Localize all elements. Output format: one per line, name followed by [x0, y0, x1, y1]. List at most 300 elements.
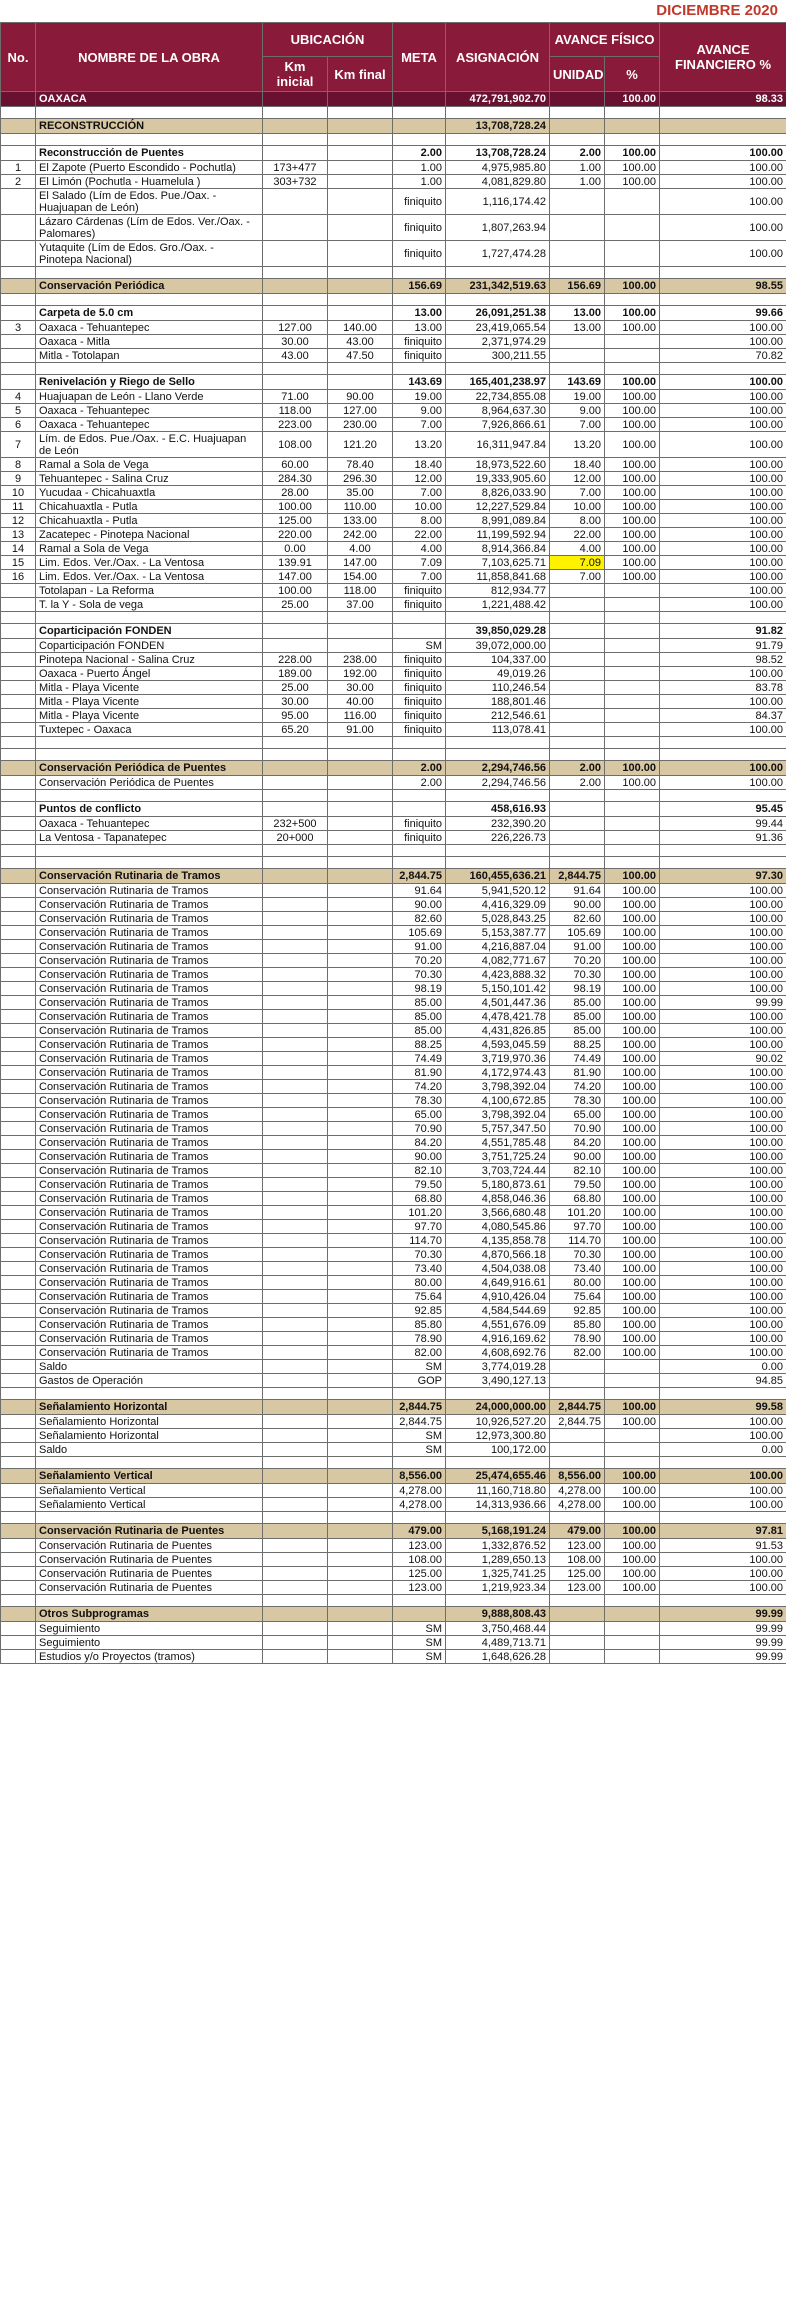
cell-name: Conservación Rutinaria de Tramos	[36, 1108, 263, 1122]
cell-meta: 108.00	[393, 1553, 446, 1567]
table-row	[1, 884, 786, 898]
cell-no	[1, 723, 36, 737]
cell-name: Conservación Rutinaria de Tramos	[36, 1262, 263, 1276]
cell-km-final	[328, 1066, 393, 1080]
cell-no: 16	[1, 570, 36, 584]
cell-km-final	[328, 1024, 393, 1038]
cell-km-inicial	[263, 749, 328, 761]
cell-asignacion: 812,934.77	[446, 584, 550, 598]
cell-km-inicial: 60.00	[263, 458, 328, 472]
cell-km-final	[328, 1262, 393, 1276]
cell-pct: 100.00	[605, 1318, 660, 1332]
cell-pct: 100.00	[605, 1010, 660, 1024]
cell-asignacion: 2,371,974.29	[446, 335, 550, 349]
cell-avance-financiero: 100.00	[660, 189, 786, 215]
cell-unidad: 75.64	[550, 1290, 605, 1304]
cell-unidad	[550, 667, 605, 681]
cell-pct	[605, 749, 660, 761]
section-row	[1, 1400, 786, 1415]
cell-asignacion	[446, 749, 550, 761]
cell-km-inicial	[263, 776, 328, 790]
cell-asignacion: 1,648,626.28	[446, 1650, 550, 1664]
cell-avance-financiero	[660, 612, 786, 624]
cell-no	[1, 1108, 36, 1122]
cell-pct: 100.00	[605, 146, 660, 161]
cell-avance-financiero: 100.00	[660, 1304, 786, 1318]
cell-avance-financiero: 100.00	[660, 390, 786, 404]
cell-km-final: 35.00	[328, 486, 393, 500]
spacer-row	[1, 612, 786, 624]
cell-avance-financiero: 100.00	[660, 161, 786, 175]
cell-km-final	[328, 1457, 393, 1469]
cell-meta: finiquito	[393, 653, 446, 667]
table-row	[1, 1164, 786, 1178]
cell-km-final	[328, 1484, 393, 1498]
cell-avance-financiero: 100.00	[660, 1346, 786, 1360]
cell-km-inicial: 147.00	[263, 570, 328, 584]
cell-avance-financiero: 100.00	[660, 472, 786, 486]
cell-avance-financiero: 100.00	[660, 584, 786, 598]
cell-unidad: 8.00	[550, 514, 605, 528]
cell-km-inicial	[263, 1010, 328, 1024]
cell-no	[1, 349, 36, 363]
cell-km-final	[328, 1539, 393, 1553]
cell-unidad	[550, 723, 605, 737]
cell-name: Reconstrucción de Puentes	[36, 146, 263, 161]
cell-pct	[605, 584, 660, 598]
cell-km-inicial	[263, 639, 328, 653]
cell-asignacion: 1,325,741.25	[446, 1567, 550, 1581]
cell-name: Conservación Rutinaria de Tramos	[36, 996, 263, 1010]
table-row	[1, 639, 786, 653]
cell-no	[1, 1512, 36, 1524]
table-row	[1, 1094, 786, 1108]
cell-pct	[605, 790, 660, 802]
cell-meta: finiquito	[393, 335, 446, 349]
cell-no	[1, 1178, 36, 1192]
cell-unidad	[550, 681, 605, 695]
cell-asignacion: 5,153,387.77	[446, 926, 550, 940]
cell-no: 13	[1, 528, 36, 542]
cell-asignacion	[446, 267, 550, 279]
cell-meta: 123.00	[393, 1539, 446, 1553]
cell-km-inicial	[263, 1429, 328, 1443]
table-row	[1, 542, 786, 556]
cell-km-inicial	[263, 1080, 328, 1094]
cell-km-final: 40.00	[328, 695, 393, 709]
cell-asignacion: 160,455,636.21	[446, 869, 550, 884]
table-row	[1, 695, 786, 709]
cell-name: La Ventosa - Tapanatepec	[36, 831, 263, 845]
cell-avance-financiero: 100.00	[660, 1024, 786, 1038]
cell-meta: 68.80	[393, 1192, 446, 1206]
cell-asignacion: 5,168,191.24	[446, 1524, 550, 1539]
table-row	[1, 1066, 786, 1080]
cell-km-final	[328, 119, 393, 134]
cell-km-final: 116.00	[328, 709, 393, 723]
table-row	[1, 161, 786, 175]
cell-name: Conservación Rutinaria de Tramos	[36, 1346, 263, 1360]
cell-pct	[605, 1636, 660, 1650]
cell-km-final: 127.00	[328, 404, 393, 418]
cell-name: Conservación Rutinaria de Tramos	[36, 898, 263, 912]
cell-name: Chicahuaxtla - Putla	[36, 500, 263, 514]
cell-avance-financiero: 99.99	[660, 1622, 786, 1636]
cell-meta: 85.00	[393, 996, 446, 1010]
cell-asignacion	[446, 294, 550, 306]
table-row	[1, 926, 786, 940]
table-row	[1, 418, 786, 432]
cell-no: 15	[1, 556, 36, 570]
cell-pct: 100.00	[605, 1304, 660, 1318]
cell-pct: 100.00	[605, 472, 660, 486]
cell-avance-financiero: 100.00	[660, 695, 786, 709]
works-table	[0, 22, 786, 1664]
cell-avance-financiero: 100.00	[660, 1567, 786, 1581]
table-row	[1, 500, 786, 514]
cell-asignacion: 1,116,174.42	[446, 189, 550, 215]
cell-pct	[605, 1374, 660, 1388]
cell-name: Conservación Periódica de Puentes	[36, 776, 263, 790]
cell-km-final	[328, 161, 393, 175]
cell-unidad	[550, 639, 605, 653]
cell-avance-financiero	[660, 790, 786, 802]
cell-km-final	[328, 1108, 393, 1122]
cell-pct: 100.00	[605, 1136, 660, 1150]
cell-name: El Salado (Lím de Edos. Pue./Oax. - Huajuapan de León)	[36, 189, 263, 215]
cell-unidad: 4.00	[550, 542, 605, 556]
cell-asignacion: 7,926,866.61	[446, 418, 550, 432]
cell-km-inicial	[263, 802, 328, 817]
cell-pct: 100.00	[605, 761, 660, 776]
cell-unidad: 85.00	[550, 1024, 605, 1038]
cell-km-final: 110.00	[328, 500, 393, 514]
cell-pct: 100.00	[605, 968, 660, 982]
cell-no	[1, 1220, 36, 1234]
cell-no	[1, 1400, 36, 1415]
table-row	[1, 1010, 786, 1024]
cell-meta: finiquito	[393, 681, 446, 695]
cell-no	[1, 1469, 36, 1484]
cell-km-final	[328, 363, 393, 375]
subtotal-row	[1, 375, 786, 390]
cell-avance-financiero: 100.00	[660, 926, 786, 940]
cell-km-inicial: 223.00	[263, 418, 328, 432]
table-row	[1, 1206, 786, 1220]
cell-km-inicial	[263, 845, 328, 857]
cell-asignacion: 24,000,000.00	[446, 1400, 550, 1415]
cell-avance-financiero: 100.00	[660, 1290, 786, 1304]
cell-unidad: 78.30	[550, 1094, 605, 1108]
cell-name: RECONSTRUCCIÓN	[36, 119, 263, 134]
cell-asignacion: 11,858,841.68	[446, 570, 550, 584]
cell-avance-financiero: 83.78	[660, 681, 786, 695]
cell-pct: 100.00	[605, 869, 660, 884]
cell-no	[1, 215, 36, 241]
cell-asignacion: 4,608,692.76	[446, 1346, 550, 1360]
cell-pct	[605, 1650, 660, 1664]
cell-pct	[605, 294, 660, 306]
cell-km-inicial	[263, 869, 328, 884]
cell-unidad: 13.20	[550, 432, 605, 458]
cell-km-final	[328, 737, 393, 749]
table-row	[1, 472, 786, 486]
cell-km-final	[328, 1622, 393, 1636]
cell-km-final	[328, 306, 393, 321]
cell-unidad	[550, 1443, 605, 1457]
cell-name: Seguimiento	[36, 1622, 263, 1636]
col-avance-financiero: AVANCE FINANCIERO %	[660, 23, 786, 92]
cell-asignacion: 4,216,887.04	[446, 940, 550, 954]
cell-asignacion	[446, 737, 550, 749]
cell-unidad	[550, 817, 605, 831]
cell-km-inicial	[263, 1164, 328, 1178]
cell-meta: 98.19	[393, 982, 446, 996]
cell-avance-financiero: 100.00	[660, 146, 786, 161]
table-row	[1, 1415, 786, 1429]
cell-no	[1, 1150, 36, 1164]
cell-km-inicial: 173+477	[263, 161, 328, 175]
cell-unidad: 2.00	[550, 761, 605, 776]
cell-no	[1, 802, 36, 817]
cell-unidad: 2,844.75	[550, 1400, 605, 1415]
cell-meta: 75.64	[393, 1290, 446, 1304]
cell-name: Carpeta de 5.0 cm	[36, 306, 263, 321]
cell-km-final: 30.00	[328, 681, 393, 695]
cell-avance-financiero: 99.44	[660, 817, 786, 831]
cell-asignacion: 1,219,923.34	[446, 1581, 550, 1595]
cell-pct: 100.00	[605, 1524, 660, 1539]
cell-km-final	[328, 1038, 393, 1052]
cell-pct: 100.00	[605, 161, 660, 175]
cell-no	[1, 92, 36, 107]
cell-asignacion: 4,135,858.78	[446, 1234, 550, 1248]
cell-km-final	[328, 215, 393, 241]
cell-no	[1, 107, 36, 119]
cell-unidad	[550, 1429, 605, 1443]
cell-km-final: 192.00	[328, 667, 393, 681]
cell-meta: 82.00	[393, 1346, 446, 1360]
cell-no	[1, 954, 36, 968]
cell-pct	[605, 709, 660, 723]
cell-km-inicial	[263, 1553, 328, 1567]
cell-km-final	[328, 612, 393, 624]
spacer-row	[1, 749, 786, 761]
table-row	[1, 598, 786, 612]
cell-avance-financiero: 100.00	[660, 940, 786, 954]
cell-avance-financiero: 100.00	[660, 335, 786, 349]
table-row	[1, 954, 786, 968]
cell-meta: 73.40	[393, 1262, 446, 1276]
cell-unidad: 73.40	[550, 1262, 605, 1276]
cell-km-inicial	[263, 612, 328, 624]
cell-km-inicial	[263, 912, 328, 926]
cell-avance-financiero: 91.53	[660, 1539, 786, 1553]
cell-pct: 100.00	[605, 1498, 660, 1512]
table-row	[1, 776, 786, 790]
cell-meta: 85.80	[393, 1318, 446, 1332]
table-row	[1, 912, 786, 926]
cell-km-inicial	[263, 790, 328, 802]
cell-asignacion: 100,172.00	[446, 1443, 550, 1457]
cell-meta: finiquito	[393, 831, 446, 845]
cell-km-final	[328, 926, 393, 940]
cell-km-inicial: 28.00	[263, 486, 328, 500]
cell-name: Conservación Rutinaria de Tramos	[36, 1122, 263, 1136]
cell-unidad: 479.00	[550, 1524, 605, 1539]
cell-km-final	[328, 1178, 393, 1192]
cell-no	[1, 761, 36, 776]
cell-km-inicial	[263, 1595, 328, 1607]
cell-asignacion: 300,211.55	[446, 349, 550, 363]
cell-avance-financiero	[660, 119, 786, 134]
cell-km-inicial	[263, 1122, 328, 1136]
cell-km-final	[328, 1220, 393, 1234]
cell-km-final	[328, 1400, 393, 1415]
cell-name: Conservación Rutinaria de Tramos	[36, 1318, 263, 1332]
cell-unidad	[550, 107, 605, 119]
cell-unidad: 82.00	[550, 1346, 605, 1360]
cell-km-inicial	[263, 1066, 328, 1080]
cell-no	[1, 831, 36, 845]
cell-asignacion	[446, 857, 550, 869]
cell-meta: 123.00	[393, 1581, 446, 1595]
cell-avance-financiero: 99.99	[660, 996, 786, 1010]
cell-pct: 100.00	[605, 1567, 660, 1581]
cell-name: Señalamiento Vertical	[36, 1498, 263, 1512]
cell-avance-financiero: 100.00	[660, 1010, 786, 1024]
cell-pct: 100.00	[605, 542, 660, 556]
cell-name: Conservación Rutinaria de Tramos	[36, 1094, 263, 1108]
cell-avance-financiero	[660, 1457, 786, 1469]
table-row	[1, 432, 786, 458]
cell-no	[1, 1290, 36, 1304]
cell-avance-financiero: 100.00	[660, 1234, 786, 1248]
cell-km-inicial: 0.00	[263, 542, 328, 556]
cell-avance-financiero: 100.00	[660, 1220, 786, 1234]
cell-meta: 90.00	[393, 1150, 446, 1164]
cell-avance-financiero: 100.00	[660, 514, 786, 528]
cell-km-final	[328, 1553, 393, 1567]
cell-no	[1, 1332, 36, 1346]
cell-unidad: 85.00	[550, 996, 605, 1010]
cell-avance-financiero: 94.85	[660, 1374, 786, 1388]
cell-unidad: 7.00	[550, 570, 605, 584]
cell-pct	[605, 845, 660, 857]
cell-km-inicial	[263, 363, 328, 375]
cell-avance-financiero: 100.00	[660, 375, 786, 390]
cell-name: Ramal a Sola de Vega	[36, 458, 263, 472]
cell-name: Conservación Rutinaria de Puentes	[36, 1524, 263, 1539]
cell-km-final	[328, 1206, 393, 1220]
section-row	[1, 119, 786, 134]
cell-no	[1, 884, 36, 898]
cell-avance-financiero: 100.00	[660, 912, 786, 926]
cell-unidad: 84.20	[550, 1136, 605, 1150]
cell-no	[1, 1539, 36, 1553]
cell-meta: 9.00	[393, 404, 446, 418]
cell-name: Conservación Rutinaria de Tramos	[36, 1192, 263, 1206]
cell-avance-financiero: 100.00	[660, 1192, 786, 1206]
cell-meta: 10.00	[393, 500, 446, 514]
cell-km-final	[328, 1248, 393, 1262]
cell-meta: 92.85	[393, 1304, 446, 1318]
cell-avance-financiero: 0.00	[660, 1360, 786, 1374]
cell-meta	[393, 612, 446, 624]
cell-km-final	[328, 1150, 393, 1164]
cell-unidad	[550, 134, 605, 146]
cell-pct	[605, 335, 660, 349]
cell-asignacion: 4,916,169.62	[446, 1332, 550, 1346]
cell-asignacion: 19,333,905.60	[446, 472, 550, 486]
cell-unidad	[550, 1360, 605, 1374]
cell-avance-financiero: 100.00	[660, 1094, 786, 1108]
cell-meta: SM	[393, 1622, 446, 1636]
table-row	[1, 1038, 786, 1052]
cell-asignacion: 188,801.46	[446, 695, 550, 709]
cell-no	[1, 1038, 36, 1052]
cell-asignacion: 1,332,876.52	[446, 1539, 550, 1553]
cell-km-inicial	[263, 1234, 328, 1248]
table-row	[1, 390, 786, 404]
cell-meta: SM	[393, 1636, 446, 1650]
cell-avance-financiero: 100.00	[660, 884, 786, 898]
table-row	[1, 723, 786, 737]
cell-meta: 125.00	[393, 1567, 446, 1581]
cell-no	[1, 375, 36, 390]
cell-no	[1, 241, 36, 267]
cell-avance-financiero	[660, 845, 786, 857]
cell-km-inicial	[263, 1206, 328, 1220]
cell-meta: 4,278.00	[393, 1498, 446, 1512]
cell-km-final: 43.00	[328, 335, 393, 349]
cell-asignacion	[446, 134, 550, 146]
cell-unidad	[550, 1607, 605, 1622]
cell-km-final	[328, 624, 393, 639]
table-row	[1, 996, 786, 1010]
cell-km-inicial: 139.91	[263, 556, 328, 570]
cell-meta: 7.00	[393, 570, 446, 584]
cell-no	[1, 1304, 36, 1318]
table-row	[1, 1178, 786, 1192]
cell-km-final	[328, 884, 393, 898]
spacer-row	[1, 1595, 786, 1607]
cell-no	[1, 912, 36, 926]
cell-pct	[605, 598, 660, 612]
cell-meta: 90.00	[393, 898, 446, 912]
cell-unidad	[550, 790, 605, 802]
cell-km-final	[328, 1136, 393, 1150]
cell-pct	[605, 134, 660, 146]
cell-km-final: 140.00	[328, 321, 393, 335]
cell-meta: finiquito	[393, 189, 446, 215]
cell-km-inicial	[263, 92, 328, 107]
subtotal-row	[1, 802, 786, 817]
section-row	[1, 761, 786, 776]
cell-asignacion	[446, 1595, 550, 1607]
cell-unidad	[550, 695, 605, 709]
cell-name: Pinotepa Nacional - Salina Cruz	[36, 653, 263, 667]
cell-no	[1, 1094, 36, 1108]
cell-avance-financiero: 91.36	[660, 831, 786, 845]
table-row	[1, 1262, 786, 1276]
cell-km-final	[328, 898, 393, 912]
cell-km-inicial	[263, 1108, 328, 1122]
cell-meta: finiquito	[393, 723, 446, 737]
cell-meta: 2,844.75	[393, 869, 446, 884]
cell-km-final	[328, 761, 393, 776]
cell-asignacion: 12,973,300.80	[446, 1429, 550, 1443]
